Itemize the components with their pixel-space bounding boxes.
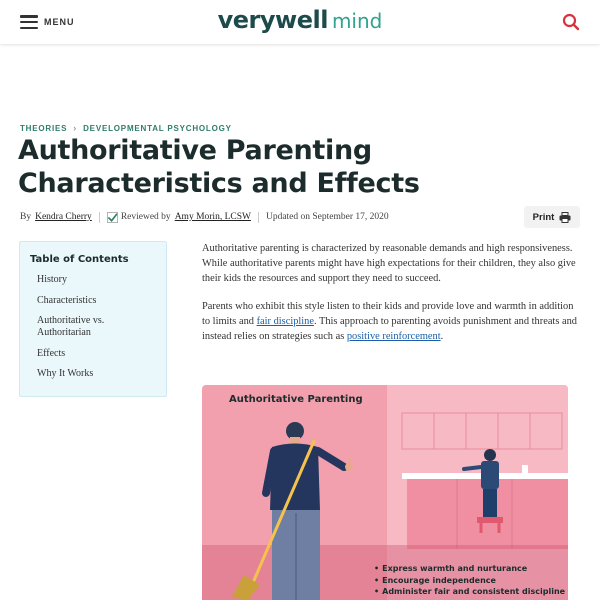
list-item: • Express warmth and nurturance bbox=[374, 563, 565, 575]
byline-divider bbox=[258, 212, 259, 223]
fair-discipline-link[interactable]: fair discipline bbox=[256, 315, 314, 327]
paragraph-1: Authoritative parenting is characterized by reasonable demands and high responsiveness. While authoritative parents might have high expectations for their children, they also give their kids the resources and support they need to succeed. bbox=[202, 243, 576, 285]
toc-item-why-it-works[interactable]: Why It Works bbox=[37, 368, 94, 379]
check-badge-icon bbox=[107, 212, 118, 223]
breadcrumb-theories[interactable]: THEORIES bbox=[20, 123, 68, 133]
page-title: Authoritative Parenting Characteristics and Effects bbox=[18, 135, 420, 199]
p2-text: Parents who exhibit this style listen to their kids and provide love and warmth in addition to limits and bbox=[202, 300, 574, 327]
chevron-right-icon: › bbox=[73, 123, 78, 133]
search-icon[interactable] bbox=[562, 13, 580, 31]
reviewed-prefix: Reviewed by bbox=[120, 212, 171, 222]
print-button[interactable] bbox=[524, 206, 580, 228]
menu-label: MENU bbox=[44, 17, 75, 27]
breadcrumb bbox=[20, 123, 232, 133]
toc-item-history[interactable]: History bbox=[37, 274, 67, 285]
list-item: • Encourage independence bbox=[374, 575, 565, 587]
byline bbox=[20, 210, 389, 224]
table-of-contents bbox=[19, 241, 167, 397]
byline-divider bbox=[99, 212, 100, 223]
logo-brand: verywell bbox=[217, 6, 328, 34]
breadcrumb-developmental-psychology[interactable]: DEVELOPMENTAL PSYCHOLOGY bbox=[83, 123, 232, 133]
printer-icon bbox=[559, 212, 571, 223]
print-label: Print bbox=[532, 211, 555, 223]
updated-date: Updated on September 17, 2020 bbox=[265, 212, 389, 222]
site-header bbox=[0, 0, 600, 44]
by-prefix: By bbox=[20, 212, 32, 222]
paragraph-2 bbox=[202, 299, 577, 345]
author-link[interactable]: Kendra Cherry bbox=[35, 212, 92, 222]
positive-reinforcement-link[interactable]: positive reinforcement bbox=[346, 331, 441, 343]
illustration-title: Authoritative Parenting bbox=[229, 394, 363, 405]
list-item: • Administer fair and consistent discipline bbox=[374, 586, 565, 598]
logo-sub: mind bbox=[331, 9, 383, 33]
toc-title: Table of Contents bbox=[30, 254, 129, 265]
reviewer-link[interactable]: Amy Morin, LCSW bbox=[174, 212, 251, 222]
toc-item-authoritative-vs-authoritarian[interactable]: Authoritative vs. Authoritarian bbox=[37, 315, 105, 338]
article-body bbox=[202, 241, 577, 356]
article-illustration bbox=[202, 385, 568, 600]
p2-text: . bbox=[440, 331, 444, 343]
toc-item-characteristics[interactable]: Characteristics bbox=[37, 294, 97, 306]
illustration-bullet-list bbox=[374, 563, 565, 598]
site-logo[interactable] bbox=[0, 6, 600, 34]
toc-item-effects[interactable]: Effects bbox=[37, 347, 66, 359]
p2-text: . This approach to parenting avoids punishment and threats and instead relies on strategies such as bbox=[202, 315, 577, 343]
